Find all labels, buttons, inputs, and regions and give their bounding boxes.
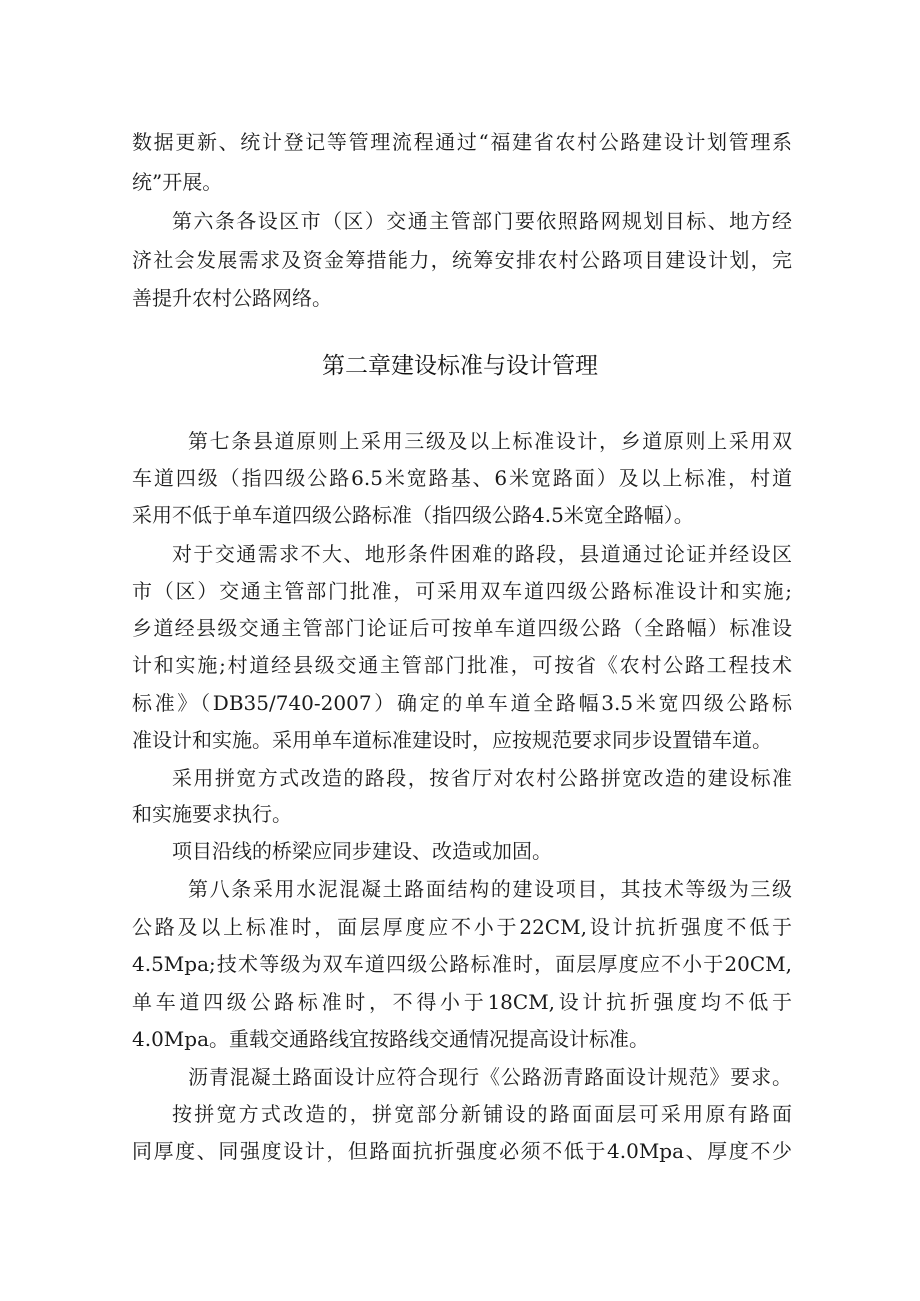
paragraph-line: 乡道经县级交通主管部门论证后可按单车道四级公路（全路幅）标准设 [132, 616, 792, 640]
paragraph-line: 公路及以上标准时，面层厚度应不小于22CM,设计抗折强度不低于 [132, 915, 792, 939]
paragraph-line: 采用不低于单车道四级公路标准（指四级公路4.5米宽全路幅）。 [132, 503, 694, 527]
paragraph-line: 市（区）交通主管部门批准，可采用双车道四级公路标准设计和实施; [132, 579, 792, 603]
paragraph-line: 数据更新、统计登记等管理流程通过“福建省农村公路建设计划管理系 [132, 130, 792, 154]
paragraph-line: 车道四级（指四级公路6.5米宽路基、6米宽路面）及以上标准，村道 [132, 466, 792, 490]
paragraph-line: 按拼宽方式改造的，拼宽部分新铺设的路面面层可采用原有路面 [172, 1102, 792, 1126]
paragraph-line: 统”开展。 [132, 170, 223, 194]
paragraph-line: 善提升农村公路网络。 [132, 286, 332, 310]
paragraph-line: 第六条各设区市（区）交通主管部门要依照路网规划目标、地方经 [172, 209, 792, 233]
paragraph-line: 第七条县道原则上采用三级及以上标准设计，乡道原则上采用双 [188, 429, 792, 453]
paragraph-line: 项目沿线的桥梁应同步建设、改造或加固。 [172, 839, 552, 863]
paragraph-line: 采用拼宽方式改造的路段，按省厅对农村公路拼宽改造的建设标准 [172, 766, 792, 790]
paragraph-line: 和实施要求执行。 [132, 802, 292, 826]
paragraph-line: 单车道四级公路标准时，不得小于18CM,设计抗折强度均不低于 [132, 990, 792, 1014]
paragraph-line: 沥青混凝土路面设计应符合现行《公路沥青路面设计规范》要求。 [188, 1065, 792, 1089]
paragraph-line: 标准》（DB35/740-2007）确定的单车道全路幅3.5米宽四级公路标 [132, 691, 792, 715]
paragraph-line: 4.0Mpa。重载交通路线宜按路线交通情况提高设计标准。 [132, 1027, 650, 1051]
paragraph-line: 第八条采用水泥混凝土路面结构的建设项目，其技术等级为三级 [188, 877, 792, 901]
paragraph-line: 济社会发展需求及资金筹措能力，统筹安排农村公路项目建设计划，完 [132, 248, 792, 272]
chapter-heading: 第二章建设标准与设计管理 [322, 353, 598, 379]
paragraph-line: 4.5Mpa;技术等级为双车道四级公路标准时，面层厚度应不小于20CM, [132, 952, 792, 976]
paragraph-line: 对于交通需求不大、地形条件困难的路段，县道通过论证并经设区 [172, 542, 792, 566]
paragraph-line: 同厚度、同强度设计，但路面抗折强度必须不低于4.0Mpa、厚度不少 [132, 1139, 792, 1163]
paragraph-line: 准设计和实施。采用单车道标准建设时，应按规范要求同步设置错车道。 [132, 728, 772, 752]
paragraph-line: 计和实施;村道经县级交通主管部门批准，可按省《农村公路工程技术 [132, 653, 792, 677]
